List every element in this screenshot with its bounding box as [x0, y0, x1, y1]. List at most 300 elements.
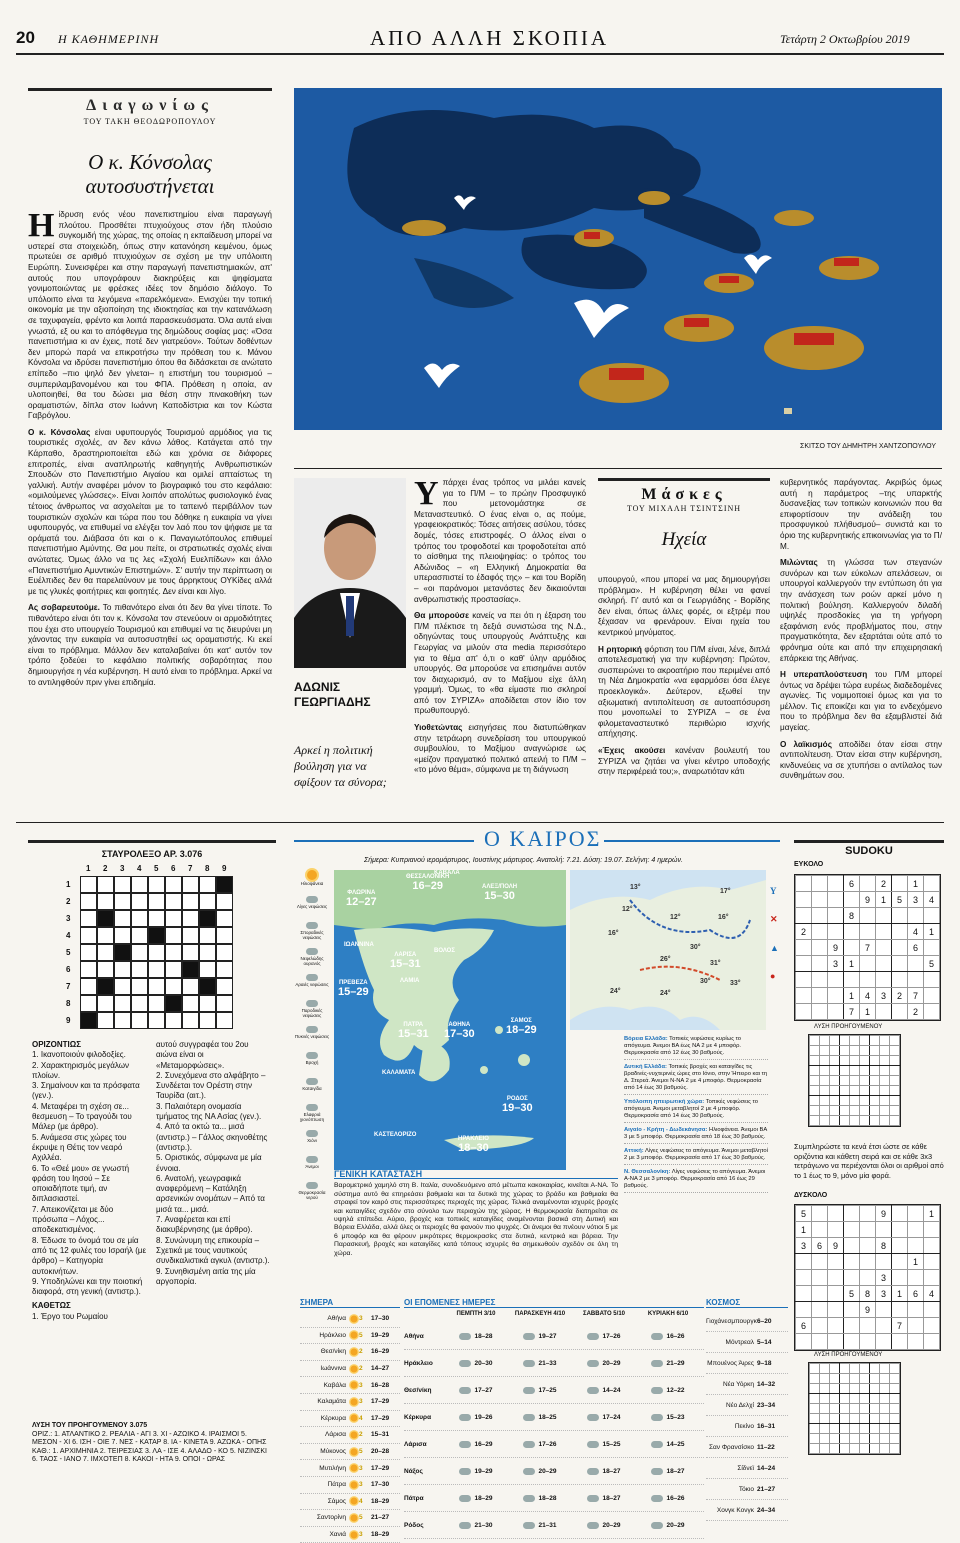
- sudoku-cell[interactable]: [860, 1206, 876, 1222]
- sudoku-cell[interactable]: [880, 1414, 890, 1424]
- sudoku-cell[interactable]: [924, 1222, 940, 1238]
- sudoku-cell[interactable]: [828, 892, 844, 908]
- sudoku-cell[interactable]: 4: [924, 892, 940, 908]
- sudoku-cell[interactable]: [924, 908, 940, 924]
- sudoku-cell[interactable]: [820, 1394, 830, 1404]
- sudoku-cell[interactable]: [890, 1086, 900, 1096]
- sudoku-cell[interactable]: 3: [876, 988, 892, 1004]
- sudoku-cell[interactable]: [844, 924, 860, 940]
- crossword-cell[interactable]: [199, 876, 216, 893]
- sudoku-cell[interactable]: [840, 1364, 850, 1374]
- sudoku-cell[interactable]: [860, 956, 876, 972]
- crossword-cell[interactable]: [80, 961, 97, 978]
- sudoku-cell[interactable]: 5: [892, 892, 908, 908]
- sudoku-cell[interactable]: [870, 1434, 880, 1444]
- sudoku-cell[interactable]: [876, 1222, 892, 1238]
- sudoku-cell[interactable]: 9: [876, 1206, 892, 1222]
- sudoku-cell[interactable]: [870, 1036, 880, 1046]
- crossword-cell[interactable]: [148, 961, 165, 978]
- sudoku-cell[interactable]: [892, 876, 908, 892]
- sudoku-cell[interactable]: [812, 1270, 828, 1286]
- crossword-cell[interactable]: [182, 893, 199, 910]
- sudoku-cell[interactable]: [828, 876, 844, 892]
- crossword-cell[interactable]: [148, 944, 165, 961]
- sudoku-cell[interactable]: [850, 1434, 860, 1444]
- sudoku-cell[interactable]: [890, 1116, 900, 1126]
- crossword-cell[interactable]: [199, 961, 216, 978]
- crossword-cell[interactable]: [199, 995, 216, 1012]
- sudoku-cell[interactable]: [880, 1036, 890, 1046]
- sudoku-cell[interactable]: [812, 1254, 828, 1270]
- sudoku-cell[interactable]: [812, 892, 828, 908]
- sudoku-cell[interactable]: [850, 1374, 860, 1384]
- sudoku-cell[interactable]: [810, 1424, 820, 1434]
- crossword-cell[interactable]: [80, 978, 97, 995]
- sudoku-cell[interactable]: [890, 1424, 900, 1434]
- sudoku-cell[interactable]: [796, 1286, 812, 1302]
- sudoku-cell[interactable]: [890, 1374, 900, 1384]
- sudoku-cell[interactable]: [890, 1076, 900, 1086]
- sudoku-cell[interactable]: [828, 1270, 844, 1286]
- sudoku-cell[interactable]: [828, 1254, 844, 1270]
- sudoku-cell[interactable]: [828, 1302, 844, 1318]
- sudoku-cell[interactable]: [796, 892, 812, 908]
- sudoku-cell[interactable]: [828, 1334, 844, 1350]
- crossword-cell[interactable]: [182, 944, 199, 961]
- sudoku-cell[interactable]: [870, 1374, 880, 1384]
- sudoku-cell[interactable]: [796, 956, 812, 972]
- crossword-cell[interactable]: [216, 995, 233, 1012]
- sudoku-cell[interactable]: [860, 924, 876, 940]
- crossword-cell[interactable]: [148, 995, 165, 1012]
- sudoku-cell[interactable]: 3: [796, 1238, 812, 1254]
- crossword-cell[interactable]: [199, 944, 216, 961]
- sudoku-cell[interactable]: [828, 972, 844, 988]
- sudoku-cell[interactable]: 6: [812, 1238, 828, 1254]
- sudoku-cell[interactable]: [890, 1434, 900, 1444]
- crossword-cell[interactable]: [148, 893, 165, 910]
- sudoku-cell[interactable]: [870, 1424, 880, 1434]
- sudoku-cell[interactable]: [830, 1444, 840, 1454]
- sudoku-cell[interactable]: [850, 1394, 860, 1404]
- sudoku-cell[interactable]: [820, 1056, 830, 1066]
- sudoku-cell[interactable]: [860, 1334, 876, 1350]
- sudoku-cell[interactable]: [876, 972, 892, 988]
- sudoku-cell[interactable]: [890, 1364, 900, 1374]
- crossword-cell[interactable]: [131, 893, 148, 910]
- sudoku-cell[interactable]: [870, 1404, 880, 1414]
- sudoku-cell[interactable]: [908, 908, 924, 924]
- sudoku-cell[interactable]: [830, 1404, 840, 1414]
- sudoku-cell[interactable]: [812, 1286, 828, 1302]
- sudoku-cell[interactable]: [880, 1116, 890, 1126]
- sudoku-cell[interactable]: [830, 1374, 840, 1384]
- sudoku-cell[interactable]: [860, 1116, 870, 1126]
- sudoku-cell[interactable]: [876, 924, 892, 940]
- sudoku-cell[interactable]: [828, 1222, 844, 1238]
- sudoku-cell[interactable]: [844, 1318, 860, 1334]
- sudoku-cell[interactable]: 8: [844, 908, 860, 924]
- crossword-cell[interactable]: [216, 893, 233, 910]
- sudoku-cell[interactable]: [810, 1394, 820, 1404]
- crossword-cell[interactable]: [97, 910, 114, 927]
- sudoku-cell[interactable]: [840, 1066, 850, 1076]
- sudoku-cell[interactable]: [830, 1384, 840, 1394]
- sudoku-cell[interactable]: [840, 1116, 850, 1126]
- sudoku-cell[interactable]: [810, 1076, 820, 1086]
- crossword-cell[interactable]: [182, 978, 199, 995]
- sudoku-cell[interactable]: [892, 1222, 908, 1238]
- crossword-cell[interactable]: [148, 1012, 165, 1029]
- crossword-cell[interactable]: [97, 893, 114, 910]
- sudoku-cell[interactable]: [880, 1444, 890, 1454]
- crossword-cell[interactable]: [131, 978, 148, 995]
- sudoku-cell[interactable]: [820, 1096, 830, 1106]
- crossword-cell[interactable]: [165, 995, 182, 1012]
- sudoku-cell[interactable]: 5: [924, 956, 940, 972]
- sudoku-cell[interactable]: [796, 1004, 812, 1020]
- sudoku-cell[interactable]: [924, 988, 940, 1004]
- sudoku-cell[interactable]: [880, 1046, 890, 1056]
- sudoku-cell[interactable]: [870, 1096, 880, 1106]
- sudoku-cell[interactable]: [850, 1404, 860, 1414]
- sudoku-cell[interactable]: [830, 1116, 840, 1126]
- crossword-cell[interactable]: [131, 927, 148, 944]
- crossword-cell[interactable]: [148, 978, 165, 995]
- sudoku-cell[interactable]: [796, 908, 812, 924]
- sudoku-cell[interactable]: [876, 1334, 892, 1350]
- sudoku-cell[interactable]: [796, 876, 812, 892]
- sudoku-cell[interactable]: [828, 1206, 844, 1222]
- sudoku-cell[interactable]: [820, 1066, 830, 1076]
- sudoku-cell[interactable]: [860, 1364, 870, 1374]
- sudoku-cell[interactable]: [890, 1046, 900, 1056]
- sudoku-cell[interactable]: [892, 1206, 908, 1222]
- sudoku-cell[interactable]: [892, 1302, 908, 1318]
- crossword-cell[interactable]: [165, 910, 182, 927]
- sudoku-cell[interactable]: [890, 1096, 900, 1106]
- sudoku-cell[interactable]: 7: [844, 1004, 860, 1020]
- sudoku-cell[interactable]: 2: [892, 988, 908, 1004]
- sudoku-cell[interactable]: [892, 924, 908, 940]
- sudoku-cell[interactable]: 6: [908, 940, 924, 956]
- sudoku-cell[interactable]: [840, 1076, 850, 1086]
- sudoku-cell[interactable]: [810, 1036, 820, 1046]
- crossword-cell[interactable]: [114, 978, 131, 995]
- sudoku-cell[interactable]: [892, 1004, 908, 1020]
- sudoku-cell[interactable]: [860, 1270, 876, 1286]
- sudoku-cell[interactable]: [880, 1374, 890, 1384]
- sudoku-cell[interactable]: [812, 1222, 828, 1238]
- sudoku-cell[interactable]: [828, 1318, 844, 1334]
- crossword-cell[interactable]: [199, 893, 216, 910]
- crossword-cell[interactable]: [114, 1012, 131, 1029]
- sudoku-cell[interactable]: [924, 1270, 940, 1286]
- sudoku-cell[interactable]: [890, 1106, 900, 1116]
- crossword-cell[interactable]: [165, 893, 182, 910]
- crossword-cell[interactable]: [216, 876, 233, 893]
- sudoku-cell[interactable]: 1: [844, 988, 860, 1004]
- sudoku-cell[interactable]: [880, 1434, 890, 1444]
- sudoku-cell[interactable]: [812, 972, 828, 988]
- sudoku-cell[interactable]: [876, 1254, 892, 1270]
- crossword-cell[interactable]: [216, 910, 233, 927]
- sudoku-cell[interactable]: [840, 1384, 850, 1394]
- sudoku-cell[interactable]: [812, 940, 828, 956]
- sudoku-cell[interactable]: [810, 1056, 820, 1066]
- sudoku-cell[interactable]: [860, 1414, 870, 1424]
- crossword-cell[interactable]: [182, 995, 199, 1012]
- sudoku-cell[interactable]: 2: [876, 876, 892, 892]
- sudoku-cell[interactable]: [860, 1238, 876, 1254]
- crossword-cell[interactable]: [165, 876, 182, 893]
- sudoku-cell[interactable]: [812, 924, 828, 940]
- sudoku-cell[interactable]: 2: [796, 924, 812, 940]
- sudoku-cell[interactable]: [820, 1036, 830, 1046]
- crossword-cell[interactable]: [114, 944, 131, 961]
- sudoku-cell[interactable]: [908, 1302, 924, 1318]
- sudoku-cell[interactable]: [876, 1302, 892, 1318]
- sudoku-cell[interactable]: 1: [924, 924, 940, 940]
- sudoku-cell[interactable]: [880, 1106, 890, 1116]
- sudoku-cell[interactable]: [820, 1116, 830, 1126]
- sudoku-cell[interactable]: [870, 1116, 880, 1126]
- sudoku-cell[interactable]: [870, 1364, 880, 1374]
- sudoku-cell[interactable]: [892, 1238, 908, 1254]
- sudoku-cell[interactable]: [880, 1066, 890, 1076]
- sudoku-cell[interactable]: [892, 972, 908, 988]
- sudoku-cell[interactable]: [890, 1066, 900, 1076]
- sudoku-cell[interactable]: [810, 1404, 820, 1414]
- crossword-cell[interactable]: [97, 944, 114, 961]
- sudoku-cell[interactable]: [840, 1106, 850, 1116]
- sudoku-cell[interactable]: [844, 1238, 860, 1254]
- sudoku-cell[interactable]: [830, 1434, 840, 1444]
- sudoku-cell[interactable]: [850, 1364, 860, 1374]
- sudoku-cell[interactable]: [860, 1056, 870, 1066]
- sudoku-cell[interactable]: 1: [860, 1004, 876, 1020]
- sudoku-cell[interactable]: [870, 1106, 880, 1116]
- crossword-cell[interactable]: [165, 944, 182, 961]
- sudoku-cell[interactable]: [924, 1004, 940, 1020]
- sudoku-cell[interactable]: [860, 1046, 870, 1056]
- crossword-cell[interactable]: [131, 995, 148, 1012]
- sudoku-cell[interactable]: [830, 1036, 840, 1046]
- sudoku-cell[interactable]: [810, 1116, 820, 1126]
- sudoku-cell[interactable]: [908, 956, 924, 972]
- sudoku-cell[interactable]: [880, 1404, 890, 1414]
- sudoku-cell[interactable]: [830, 1414, 840, 1424]
- sudoku-cell[interactable]: [860, 1384, 870, 1394]
- sudoku-cell[interactable]: 9: [828, 940, 844, 956]
- sudoku-cell[interactable]: [860, 1318, 876, 1334]
- sudoku-cell[interactable]: [810, 1066, 820, 1076]
- sudoku-cell[interactable]: [892, 1254, 908, 1270]
- sudoku-cell[interactable]: 4: [924, 1286, 940, 1302]
- sudoku-cell[interactable]: [892, 940, 908, 956]
- sudoku-cell[interactable]: [860, 1424, 870, 1434]
- crossword-cell[interactable]: [199, 1012, 216, 1029]
- sudoku-cell[interactable]: [812, 956, 828, 972]
- sudoku-cell[interactable]: [880, 1384, 890, 1394]
- sudoku-cell[interactable]: [828, 924, 844, 940]
- sudoku-cell[interactable]: [850, 1414, 860, 1424]
- sudoku-cell[interactable]: [924, 1318, 940, 1334]
- crossword-cell[interactable]: [199, 910, 216, 927]
- sudoku-cell[interactable]: [840, 1096, 850, 1106]
- sudoku-cell[interactable]: 3: [876, 1286, 892, 1302]
- sudoku-cell[interactable]: [870, 1414, 880, 1424]
- crossword-cell[interactable]: [216, 944, 233, 961]
- sudoku-cell[interactable]: [860, 876, 876, 892]
- sudoku-cell[interactable]: [890, 1404, 900, 1414]
- sudoku-cell[interactable]: [908, 1270, 924, 1286]
- sudoku-cell[interactable]: [850, 1066, 860, 1076]
- sudoku-cell[interactable]: [812, 1004, 828, 1020]
- sudoku-cell[interactable]: [908, 1334, 924, 1350]
- sudoku-cell[interactable]: [840, 1424, 850, 1434]
- sudoku-cell[interactable]: [860, 1076, 870, 1086]
- sudoku-cell[interactable]: [850, 1086, 860, 1096]
- sudoku-cell[interactable]: 1: [796, 1222, 812, 1238]
- sudoku-cell[interactable]: [840, 1374, 850, 1384]
- sudoku-cell[interactable]: [820, 1414, 830, 1424]
- sudoku-cell[interactable]: [860, 972, 876, 988]
- sudoku-cell[interactable]: [870, 1056, 880, 1066]
- sudoku-cell[interactable]: [820, 1076, 830, 1086]
- sudoku-cell[interactable]: [840, 1434, 850, 1444]
- sudoku-cell[interactable]: [860, 1434, 870, 1444]
- sudoku-cell[interactable]: 9: [860, 892, 876, 908]
- sudoku-cell[interactable]: 1: [908, 1254, 924, 1270]
- sudoku-cell[interactable]: [860, 1374, 870, 1384]
- sudoku-cell[interactable]: [908, 1206, 924, 1222]
- sudoku-cell[interactable]: 3: [876, 1270, 892, 1286]
- sudoku-cell[interactable]: [830, 1086, 840, 1096]
- sudoku-cell[interactable]: [810, 1096, 820, 1106]
- sudoku-cell[interactable]: 7: [892, 1318, 908, 1334]
- sudoku-cell[interactable]: [924, 940, 940, 956]
- sudoku-cell[interactable]: [828, 988, 844, 1004]
- sudoku-cell[interactable]: [924, 1334, 940, 1350]
- sudoku-cell[interactable]: [840, 1046, 850, 1056]
- crossword-cell[interactable]: [131, 910, 148, 927]
- sudoku-cell[interactable]: [860, 1404, 870, 1414]
- sudoku-cell[interactable]: [820, 1374, 830, 1384]
- sudoku-cell[interactable]: 4: [908, 924, 924, 940]
- crossword-cell[interactable]: [182, 1012, 199, 1029]
- sudoku-cell[interactable]: [890, 1056, 900, 1066]
- sudoku-cell[interactable]: [892, 1334, 908, 1350]
- sudoku-cell[interactable]: [924, 1302, 940, 1318]
- sudoku-cell[interactable]: [828, 908, 844, 924]
- sudoku-cell[interactable]: [812, 908, 828, 924]
- crossword-cell[interactable]: [80, 910, 97, 927]
- sudoku-cell[interactable]: [810, 1046, 820, 1056]
- sudoku-cell[interactable]: [892, 956, 908, 972]
- crossword-cell[interactable]: [182, 910, 199, 927]
- crossword-cell[interactable]: [216, 961, 233, 978]
- crossword-cell[interactable]: [148, 910, 165, 927]
- sudoku-cell[interactable]: [860, 1444, 870, 1454]
- crossword-cell[interactable]: [199, 978, 216, 995]
- sudoku-cell[interactable]: [840, 1444, 850, 1454]
- sudoku-cell[interactable]: [830, 1056, 840, 1066]
- sudoku-cell[interactable]: [844, 940, 860, 956]
- sudoku-cell[interactable]: [890, 1444, 900, 1454]
- sudoku-cell[interactable]: 6: [796, 1318, 812, 1334]
- sudoku-cell[interactable]: [828, 1286, 844, 1302]
- sudoku-cell[interactable]: [830, 1394, 840, 1404]
- sudoku-cell[interactable]: [810, 1384, 820, 1394]
- sudoku-cell[interactable]: 1: [892, 1286, 908, 1302]
- sudoku-cell[interactable]: [812, 1206, 828, 1222]
- sudoku-cell[interactable]: [796, 1270, 812, 1286]
- sudoku-cell[interactable]: [870, 1066, 880, 1076]
- crossword-cell[interactable]: [131, 1012, 148, 1029]
- sudoku-cell[interactable]: 8: [876, 1238, 892, 1254]
- sudoku-cell[interactable]: [840, 1414, 850, 1424]
- crossword-cell[interactable]: [114, 910, 131, 927]
- sudoku-cell[interactable]: 1: [876, 892, 892, 908]
- sudoku-cell[interactable]: [908, 972, 924, 988]
- sudoku-cell[interactable]: [880, 1076, 890, 1086]
- sudoku-cell[interactable]: [820, 1434, 830, 1444]
- sudoku-cell[interactable]: [850, 1046, 860, 1056]
- sudoku-cell[interactable]: [870, 1444, 880, 1454]
- sudoku-cell[interactable]: [810, 1374, 820, 1384]
- sudoku-cell[interactable]: 6: [844, 876, 860, 892]
- sudoku-cell[interactable]: [812, 876, 828, 892]
- sudoku-cell[interactable]: [870, 1394, 880, 1404]
- sudoku-cell[interactable]: [830, 1066, 840, 1076]
- crossword-cell[interactable]: [114, 927, 131, 944]
- sudoku-cell[interactable]: [812, 1334, 828, 1350]
- sudoku-cell[interactable]: [860, 1096, 870, 1106]
- sudoku-cell[interactable]: [796, 988, 812, 1004]
- sudoku-cell[interactable]: 4: [860, 988, 876, 1004]
- sudoku-cell[interactable]: [820, 1086, 830, 1096]
- crossword-cell[interactable]: [131, 944, 148, 961]
- sudoku-cell[interactable]: [924, 876, 940, 892]
- sudoku-cell[interactable]: 7: [908, 988, 924, 1004]
- sudoku-cell[interactable]: [840, 1394, 850, 1404]
- sudoku-cell[interactable]: 5: [796, 1206, 812, 1222]
- sudoku-cell[interactable]: [850, 1106, 860, 1116]
- sudoku-cell[interactable]: [828, 1004, 844, 1020]
- sudoku-cell[interactable]: [876, 908, 892, 924]
- sudoku-cell[interactable]: [876, 940, 892, 956]
- sudoku-cell[interactable]: [908, 1238, 924, 1254]
- sudoku-cell[interactable]: [876, 1318, 892, 1334]
- sudoku-cell[interactable]: [880, 1364, 890, 1374]
- sudoku-cell[interactable]: [890, 1394, 900, 1404]
- sudoku-cell[interactable]: [830, 1046, 840, 1056]
- sudoku-cell[interactable]: [860, 1394, 870, 1404]
- sudoku-cell[interactable]: [880, 1394, 890, 1404]
- sudoku-cell[interactable]: 8: [860, 1286, 876, 1302]
- sudoku-cell[interactable]: 2: [908, 1004, 924, 1020]
- sudoku-cell[interactable]: 1: [844, 956, 860, 972]
- sudoku-cell[interactable]: [796, 940, 812, 956]
- crossword-cell[interactable]: [148, 927, 165, 944]
- sudoku-cell[interactable]: [830, 1106, 840, 1116]
- sudoku-cell[interactable]: [870, 1086, 880, 1096]
- sudoku-cell[interactable]: [924, 1254, 940, 1270]
- sudoku-cell[interactable]: [890, 1384, 900, 1394]
- sudoku-cell[interactable]: 9: [828, 1238, 844, 1254]
- sudoku-cell[interactable]: [850, 1384, 860, 1394]
